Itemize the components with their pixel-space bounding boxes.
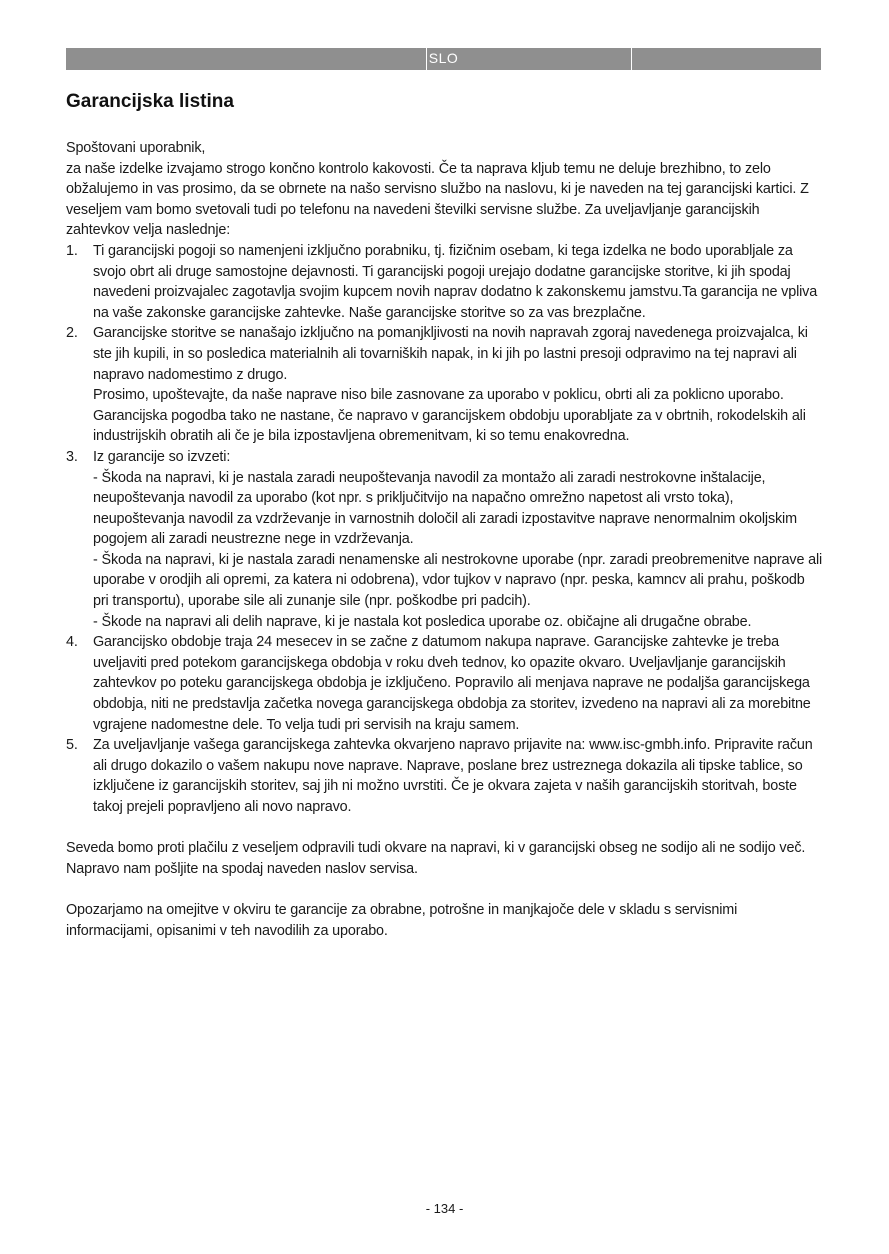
language-label: SLO [428, 50, 459, 66]
list-item-text: Za uveljavljanje vašega garancijskega zahtevka okvarjeno napravo prijavite na: www.isc-gmbh.info. Pripravite račun ali drugo dokazilo o vašem nakupu nove naprave. Naprave, poslane brez ustreznega dokazila ali tipske tablice, so izključene iz garancijskih storitev, saj jih ni možno uvrstiti. Če je okvara zajeta v naših garancijskih storitvah, boste takoj prejeli popravljeno ali novo napravo. [93, 737, 813, 815]
list-item [66, 632, 824, 735]
closing-paragraph: Seveda bomo proti plačilu z veseljem odpravili tudi okvare na napravi, ki v garancijski obseg ne sodijo ali ne sodijo več. Napravo nam pošljite na spodaj naveden naslov servisa. [66, 840, 806, 877]
greeting: Spoštovani uporabnik, [66, 140, 206, 156]
list-item-number: 1. [66, 242, 78, 259]
list-item-number: 3. [66, 448, 78, 465]
closing-paragraph: Opozarjamo na omejitve v okviru te garancije za obrabne, potrošne in manjkajoče dele v skladu s servisnimi informacijami, opisanimi v teh navodilih za uporabo. [66, 901, 738, 939]
list-item-text: Ti garancijski pogoji so namenjeni izključno porabniku, tj. fizičnim osebam, ki tega izdelka ne bodo uporabljale za svojo obrt ali druge samostojne dejavnosti. Ti garancijski pogoji urejajo dodatne garancijske storitve, ki jih spodaj navedeni proizvajalec zagotavlja svojim kupcem novih naprav dodatno k zakonskemu jamstvu.Ta garancija ne vpliva na vaše zakonske garancijske zahtevke. Naše garancijske storitve so za vas brezplačne. [93, 242, 818, 321]
language-header-bar [66, 48, 821, 70]
intro-paragraph: za naše izdelke izvajamo strogo končno kontrolo kakovosti. Če ta naprava kljub temu ne deluje brezhibno, to zelo obžalujemo in vas prosimo, da se obrnete na našo servisno službo na naslovu, ki je naveden na tej garancijski kartici. Z veseljem vam bomo svetovali tudi po telefonu na navedeni številki servisne službe. Za uveljavljanje garancijskih zahtevkov velja naslednje: [66, 160, 809, 239]
list-item-number: 5. [66, 737, 78, 754]
list-item [66, 447, 824, 632]
list-item-text: Prosimo, upoštevajte, da naše naprave niso bile zasnovane za uporabo v poklicu, obrti ali za poklicno uporabo. Garancijska pogodba tako ne nastane, če napravo v garancijskem obdobju uporabljate za v obrtnih, rokodelskih ali industrijskih obratih ali če je bila izpostavljena obremenitvam, ki so temu enakovredna. [93, 387, 806, 445]
list-item-number: 2. [66, 325, 78, 342]
list-item-number: 4. [66, 634, 78, 651]
list-item [66, 323, 824, 447]
list-item [66, 241, 824, 323]
warranty-terms-list [66, 241, 824, 818]
exclusion-item: - Škoda na napravi, ki je nastala zaradi nenamenske ali nestrokovne uporabe (npr. zaradi preobremenitve naprave ali uporabe v orodjih ali opremi, za katera ni odobrena), vdor tujkov v napravo (npr. peska, kamncv ali prahu, poškodb pri transportu), uporabe sile ali zunanje sile (npr. poškodbe pri padcih). [93, 551, 823, 610]
page-number: - 134 - [425, 1201, 464, 1216]
exclusion-item: - Škode na napravi ali delih naprave, ki je nastala kot posledica uporabe oz. običajne ali drugačne obrabe. [93, 613, 752, 630]
list-item-text: Garancijske storitve se nanašajo izključno na pomanjkljivosti na novih napravah zgoraj navedenega proizvajalca, ki ste jih kupili, in so posledica materialnih ali tovarniških napak, in ki jih po lastni presoji odpravimo na tej napravi ali napravo nadomestimo z drugo. [93, 325, 808, 383]
list-item-text: Garancijsko obdobje traja 24 mesecev in se začne z datumom nakupa naprave. Garancijske zahtevke je treba uveljaviti pred potekom garancijskega obdobja v roku dveh tednov, ko opazite okvaro. Uveljavljanje garancijskih zahtevkov po poteku garancijskega obdobja je izključeno. Popravilo ali menjava naprave ne podaljša garancijskega obdobja, niti ne predstavlja začetka novega garancijskega obdobja za storitev, izvedeno na napravi ali za morebitne vgrajene nadomestne dele. To velja tudi pri servisih na kraju samem. [93, 634, 811, 733]
list-item [66, 735, 824, 817]
document-body [66, 138, 824, 941]
page-title: Garancijska listina [66, 91, 234, 112]
exclusion-item: - Škoda na napravi, ki je nastala zaradi neupoštevanja navodil za montažo ali zaradi nestrokovne inštalacije, neupoštevanja navodil za uporabo (kot npr. s priključitvijo na napačno omrežno napetost ali vrsto toka), neupoštevanja navodil za vzdrževanje in varnostnih določil ali zaradi izpostavitve naprave nenormalnim okoljskim pogojem ali zaradi neustrezne nege in vzdrževanja. [93, 469, 797, 548]
list-item-text: Iz garancije so izvzeti: [93, 448, 231, 465]
